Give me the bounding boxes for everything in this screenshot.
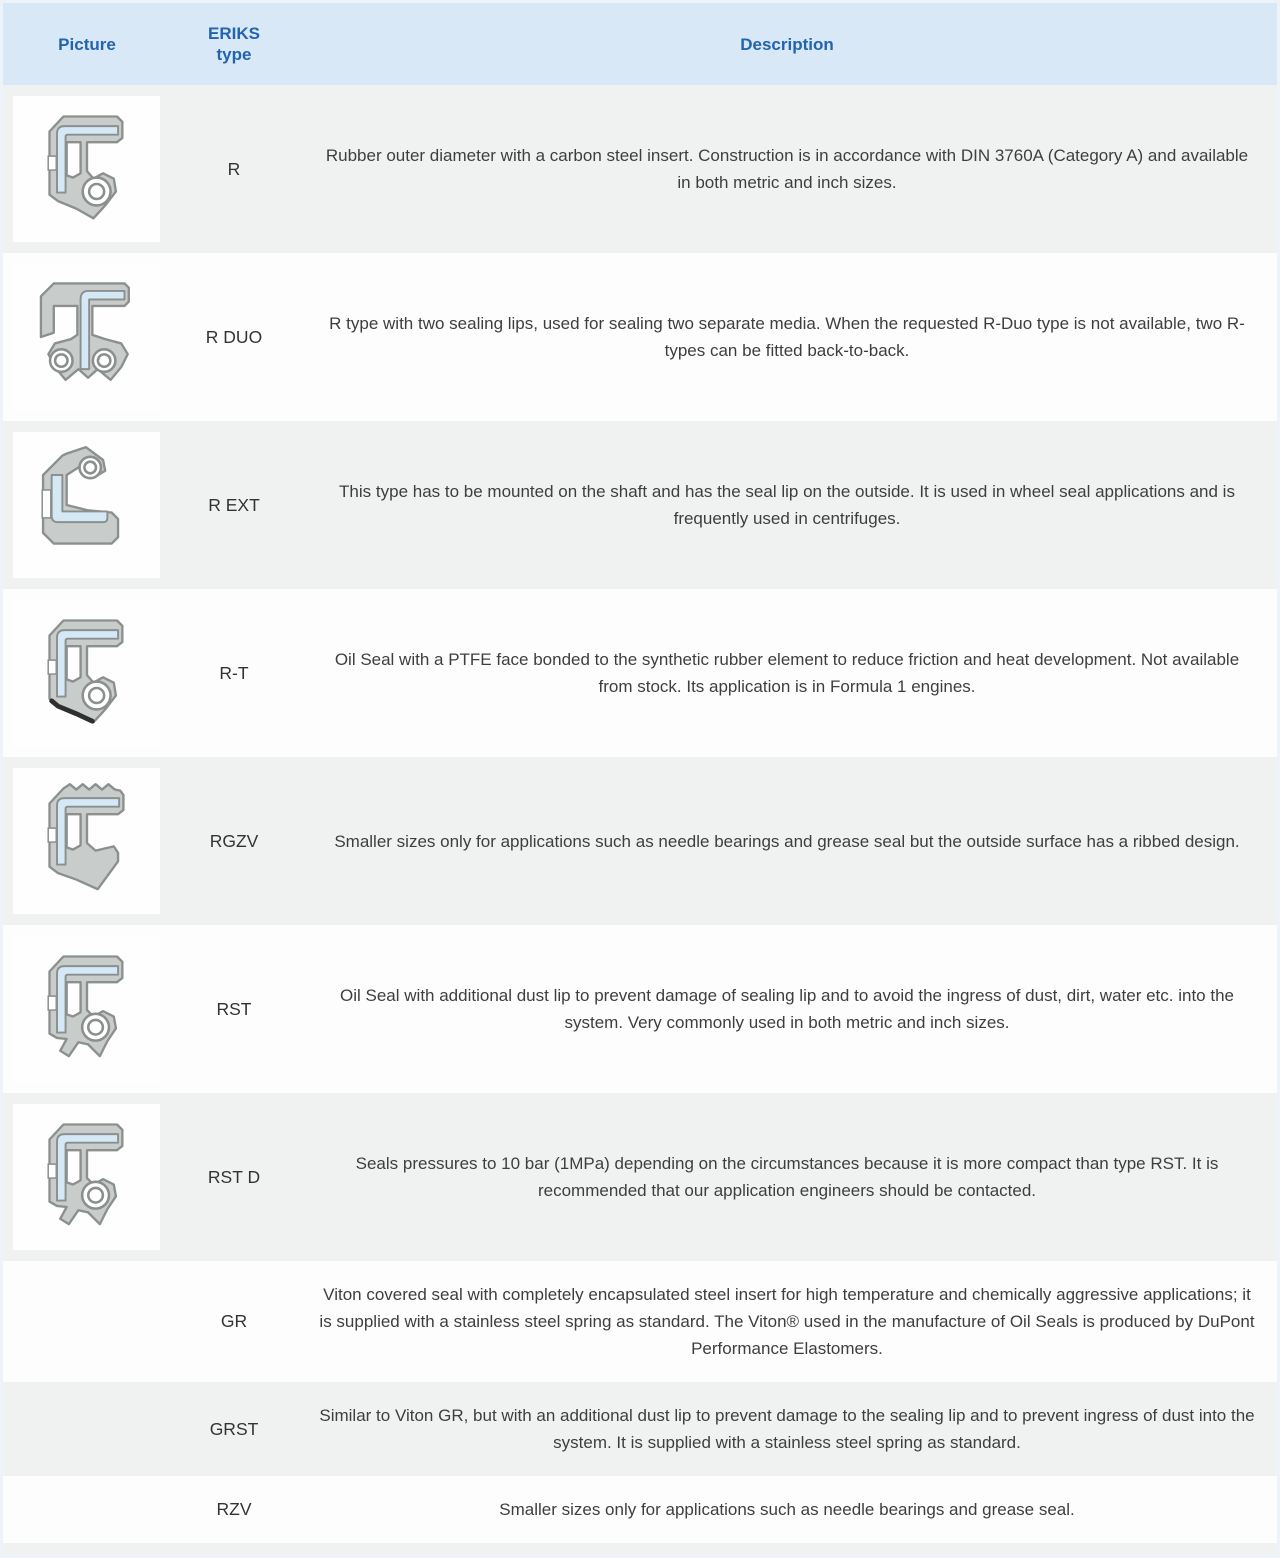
eriks-type-label: R-T [219, 662, 249, 683]
table-row-r-ext [3, 421, 1277, 589]
seal-r-duo-icon [13, 264, 160, 410]
description-cell [297, 253, 1277, 421]
table-row-rst [3, 925, 1277, 1093]
seal-rst-d-icon [13, 1104, 160, 1250]
table-row-grst [3, 1382, 1277, 1476]
seal-rst-icon [13, 936, 160, 1082]
picture-cell [3, 1281, 171, 1362]
table-header [3, 3, 1277, 85]
picture-cell [3, 1496, 171, 1523]
seal-description: Smaller sizes only for applications such as needle bearings and grease seal but the outside surface has a ribbed design. [334, 831, 1240, 851]
column-header-label: Description [740, 34, 834, 54]
picture-cell [3, 421, 171, 589]
eriks-type-label: R DUO [205, 326, 263, 347]
next-row-partial [3, 1543, 1277, 1555]
description-cell [297, 589, 1277, 757]
table-row-r [3, 85, 1277, 253]
picture-cell [3, 757, 171, 925]
column-header-description [297, 3, 1277, 85]
eriks-type-label: GRST [209, 1418, 259, 1439]
seal-r-t-icon [13, 600, 160, 746]
seal-description: Viton covered seal with completely encapsulated steel insert for high temperature and chemically aggressive applications; it is supplied with a stainless steel spring as standard. The Viton® used in the manufacture of Oil Seals is produced by DuPont Performance Elastomers. [319, 1285, 1255, 1358]
table-row-r-t [3, 589, 1277, 757]
column-header-picture [3, 3, 171, 85]
seal-description: This type has to be mounted on the shaft and has the seal lip on the outside. It is used in wheel seal applications and is frequently used in centrifuges. [339, 482, 1235, 528]
eriks-type-label: RZV [216, 1499, 252, 1519]
picture-cell [3, 253, 171, 421]
description-cell [297, 1402, 1277, 1456]
column-header-label: ERIKS type [208, 24, 260, 64]
table-row-rst-d [3, 1093, 1277, 1261]
eriks-type-label: R EXT [208, 494, 260, 515]
description-cell [297, 421, 1277, 589]
seal-r-icon [13, 96, 160, 242]
seal-description: Smaller sizes only for applications such as needle bearings and grease seal. [499, 1500, 1075, 1519]
table-row-rgzv [3, 757, 1277, 925]
seal-description: Rubber outer diameter with a carbon steel insert. Construction is in accordance with DIN 3760A (Category A) and available in both metric and inch sizes. [325, 146, 1249, 192]
picture-cell [3, 85, 171, 253]
table-row-r-duo [3, 253, 1277, 421]
eriks-type-label: RGZV [209, 830, 259, 851]
picture-cell [3, 925, 171, 1093]
seal-description: Oil Seal with a PTFE face bonded to the synthetic rubber element to reduce friction and heat development. Not available from stock. Its application is in Formula 1 engines. [334, 650, 1240, 696]
eriks-type-label: RST [216, 998, 252, 1019]
eriks-type-label: RST D [207, 1166, 261, 1187]
description-cell [297, 1093, 1277, 1261]
column-header-label: Picture [58, 34, 116, 54]
seal-description: R type with two sealing lips, used for sealing two separate media. When the requested R-Duo type is not available, two R-types can be fitted back-to-back. [329, 314, 1245, 360]
eriks-type-label: GR [220, 1311, 248, 1331]
table-body [3, 85, 1277, 1543]
picture-cell [3, 589, 171, 757]
seal-r-ext-icon [13, 432, 160, 578]
description-cell [297, 757, 1277, 925]
seal-description: Similar to Viton GR, but with an additional dust lip to prevent damage to the sealing lip and to prevent ingress of dust into the system. It is supplied with a stainless steel spring as standard. [319, 1406, 1255, 1452]
table-row-gr [3, 1261, 1277, 1382]
description-cell [297, 1496, 1277, 1523]
seal-rgzv-icon [13, 768, 160, 914]
column-header-eriks-type [171, 3, 297, 85]
picture-cell [3, 1093, 171, 1261]
table-row-rzv [3, 1476, 1277, 1543]
description-cell [297, 1281, 1277, 1362]
description-cell [297, 85, 1277, 253]
seal-description: Oil Seal with additional dust lip to prevent damage of sealing lip and to avoid the ingress of dust, dirt, water etc. into the system. Very commonly used in both metric and inch sizes. [340, 986, 1234, 1032]
eriks-type-label: R [227, 158, 241, 179]
description-cell [297, 925, 1277, 1093]
picture-cell [3, 1402, 171, 1456]
seal-description: Seals pressures to 10 bar (1MPa) depending on the circumstances because it is more compact than type RST. It is recommended that our application engineers should be contacted. [355, 1154, 1219, 1200]
